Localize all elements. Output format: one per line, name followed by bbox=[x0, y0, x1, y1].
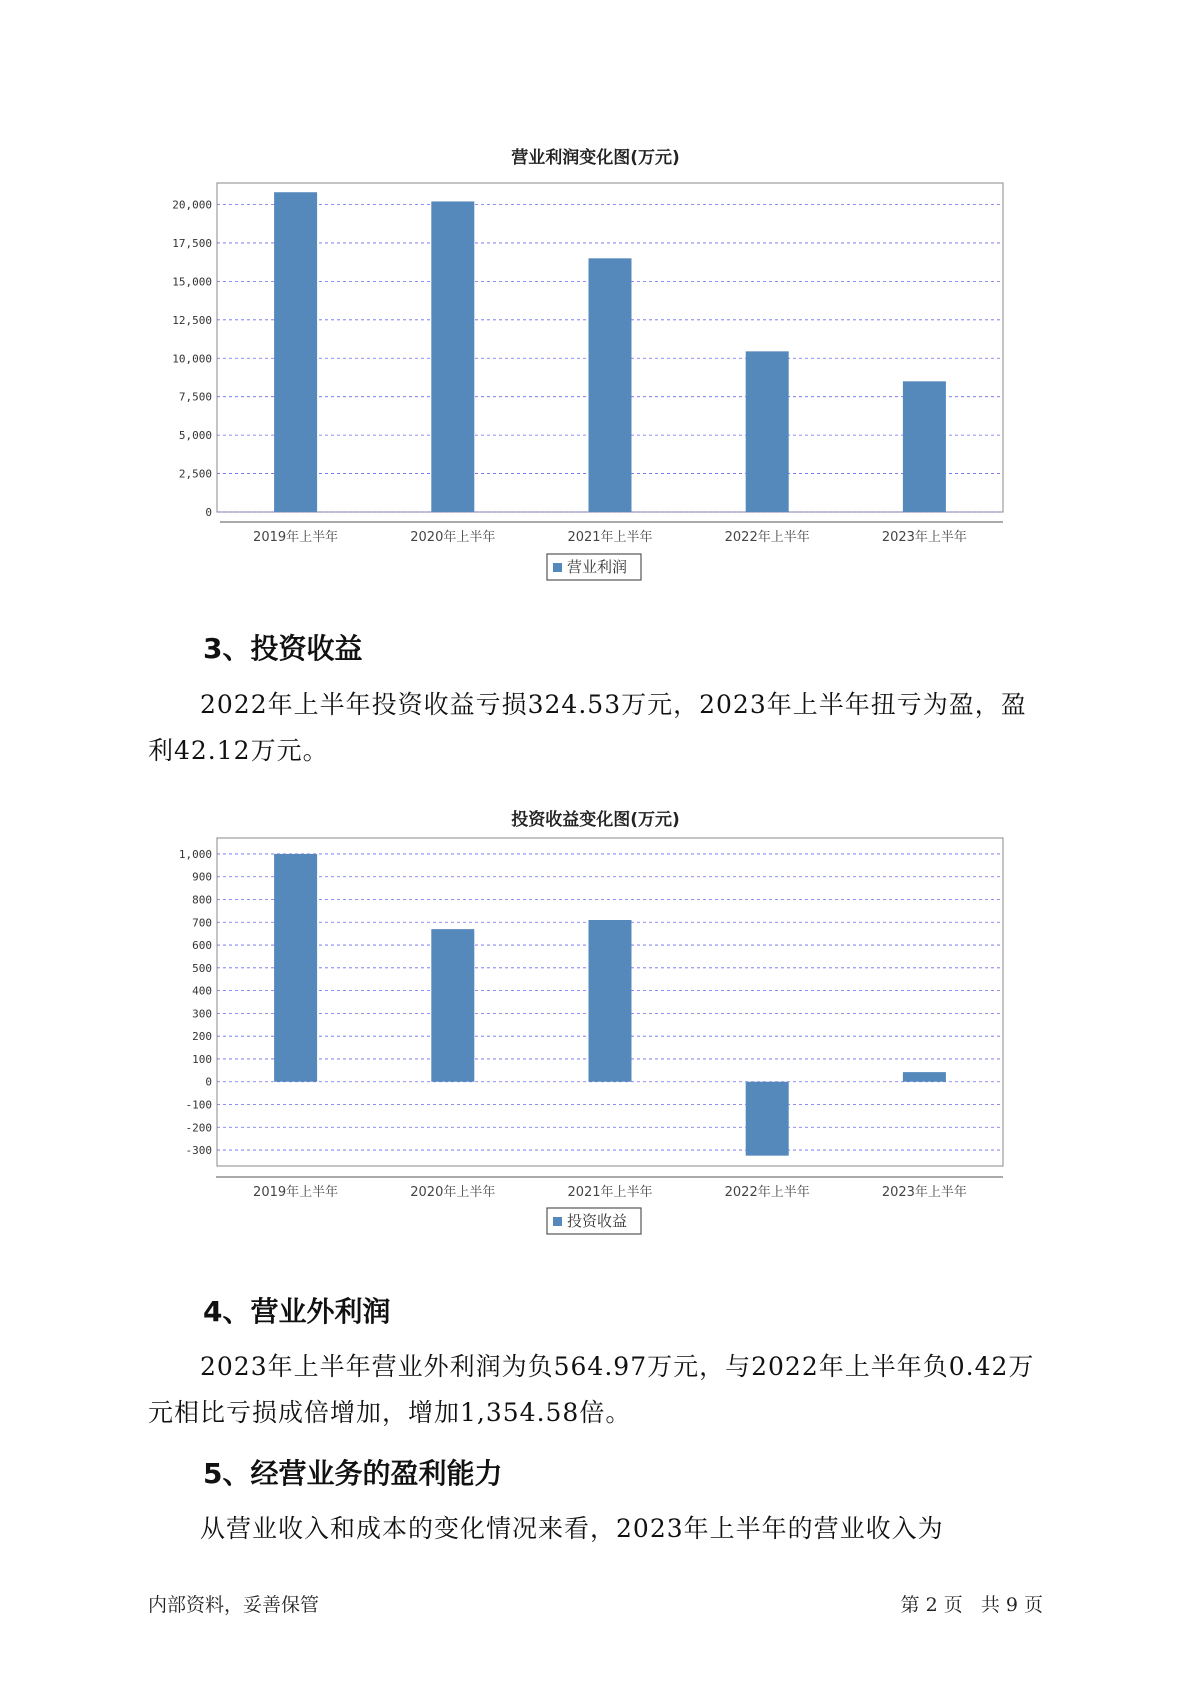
y-tick-label: 900 bbox=[192, 870, 212, 884]
y-tick-label: 300 bbox=[192, 1007, 212, 1021]
legend-swatch bbox=[553, 1217, 562, 1226]
section-4-line1: 2023年上半年营业外利润为负564.97万元，与2022年上半年负0.42万 bbox=[200, 1352, 1035, 1381]
y-tick-label: -200 bbox=[185, 1121, 212, 1135]
chart1-title: 营业利润变化图(万元) bbox=[511, 148, 680, 168]
x-tick-label: 2021年上半年 bbox=[567, 530, 653, 545]
y-tick-label: 12,500 bbox=[172, 313, 212, 327]
y-tick-label: 10,000 bbox=[172, 352, 212, 366]
bar bbox=[589, 920, 632, 1082]
y-tick-label: 500 bbox=[192, 961, 212, 975]
x-tick-label: 2020年上半年 bbox=[410, 530, 496, 545]
x-tick-label: 2023年上半年 bbox=[881, 530, 967, 545]
x-tick-label: 2019年上半年 bbox=[253, 1185, 339, 1200]
chart2-title: 投资收益变化图(万元) bbox=[511, 810, 680, 830]
x-tick-label: 2019年上半年 bbox=[253, 530, 339, 545]
y-tick-label: 7,500 bbox=[178, 390, 212, 404]
legend-label: 营业利润 bbox=[567, 558, 628, 576]
section-4-paragraph bbox=[148, 1344, 1048, 1436]
legend-label: 投资收益 bbox=[567, 1212, 628, 1230]
y-tick-label: 600 bbox=[192, 939, 212, 953]
section-4-line2: 元相比亏损成倍增加，增加1,354.58倍。 bbox=[148, 1398, 632, 1427]
section-4-heading: 4、营业外利润 bbox=[203, 1295, 391, 1328]
bar bbox=[903, 1072, 946, 1082]
section-5-heading: 5、经营业务的盈利能力 bbox=[203, 1457, 503, 1490]
y-tick-label: 0 bbox=[205, 1075, 212, 1089]
y-tick-label: 800 bbox=[192, 893, 212, 907]
y-tick-label: 0 bbox=[205, 506, 212, 519]
y-tick-label: 1,000 bbox=[178, 847, 212, 861]
footer-page-number: 第 2 页 共 9 页 bbox=[900, 1594, 1043, 1616]
y-tick-label: 20,000 bbox=[172, 198, 212, 212]
x-tick-label: 2023年上半年 bbox=[881, 1185, 967, 1200]
y-tick-label: 100 bbox=[192, 1052, 212, 1066]
y-tick-label: 2,500 bbox=[178, 467, 212, 481]
bar bbox=[431, 929, 474, 1082]
y-tick-label: 5,000 bbox=[178, 429, 212, 443]
x-tick-label: 2022年上半年 bbox=[724, 530, 810, 545]
section-3-line1: 2022年上半年投资收益亏损324.53万元，2023年上半年扭亏为盈，盈 bbox=[200, 690, 1027, 719]
x-tick-label: 2020年上半年 bbox=[410, 1185, 496, 1200]
y-tick-label: 17,500 bbox=[172, 236, 212, 250]
y-tick-label: 15,000 bbox=[172, 275, 212, 289]
bar bbox=[274, 854, 317, 1082]
x-tick-label: 2021年上半年 bbox=[567, 1185, 653, 1200]
y-tick-label: 700 bbox=[192, 916, 212, 930]
x-tick-label: 2022年上半年 bbox=[724, 1185, 810, 1200]
y-tick-label: -300 bbox=[185, 1144, 212, 1158]
y-tick-label: -100 bbox=[185, 1098, 212, 1112]
section-5-paragraph bbox=[148, 1506, 1048, 1552]
footer-confidential: 内部资料，妥善保管 bbox=[148, 1594, 320, 1616]
y-tick-label: 200 bbox=[192, 1030, 212, 1044]
section-5-line1: 从营业收入和成本的变化情况来看，2023年上半年的营业收入为 bbox=[200, 1514, 944, 1543]
y-tick-label: 400 bbox=[192, 984, 212, 998]
section-3-heading: 3、投资收益 bbox=[203, 632, 363, 665]
section-3-line2: 利42.12万元。 bbox=[148, 736, 329, 765]
bar bbox=[746, 1082, 789, 1156]
